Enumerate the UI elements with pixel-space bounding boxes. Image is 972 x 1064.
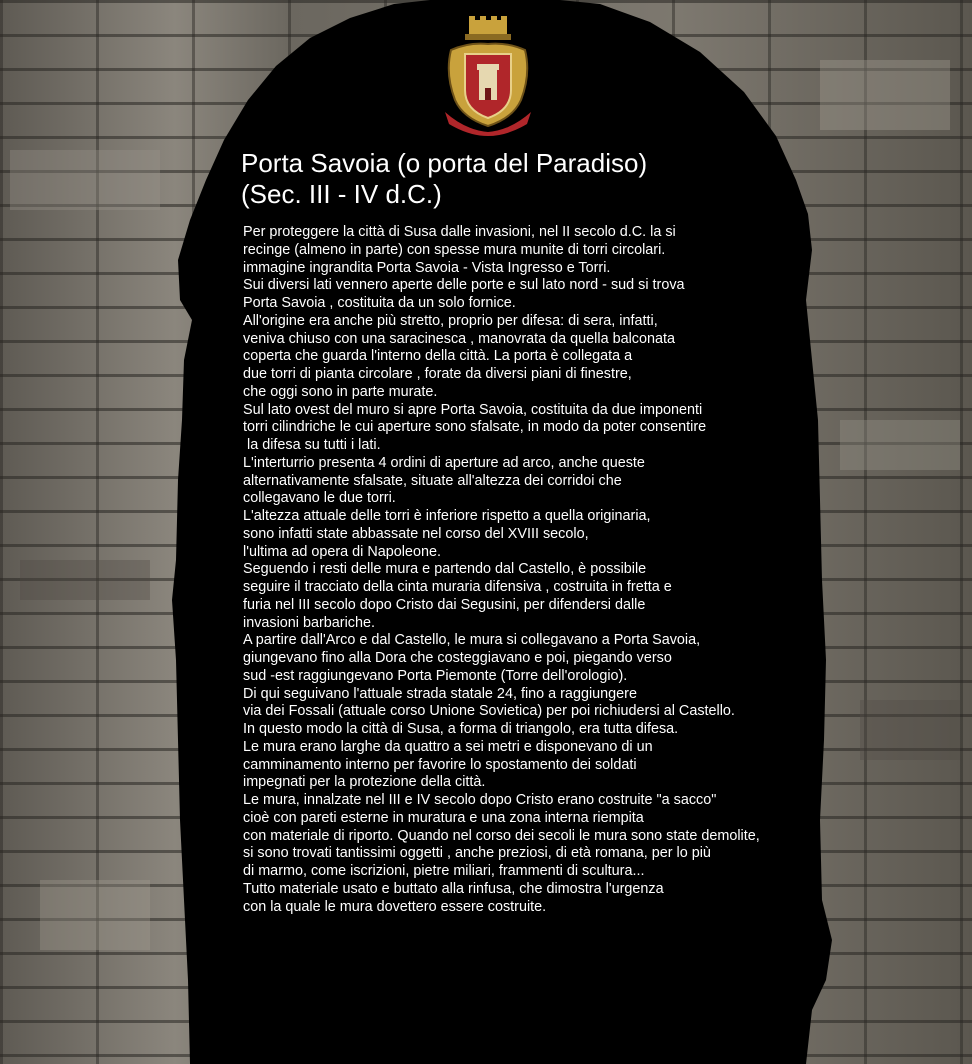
text-line: la difesa su tutti i lati. [243,437,381,453]
text-line: torri cilindriche le cui aperture sono sfalsate, in modo da poter consentire [243,419,707,436]
text-line: collegavano le due torri. [243,490,396,507]
text-line: immagine ingrandita Porta Savoia - Vista Ingresso e Torri. [243,259,611,276]
text-line: Per proteggere la città di Susa dalle invasioni, nel II secolo d.C. la si [243,224,676,240]
text-line: veniva chiuso con una saracinesca , manovrata da quella balconata [243,330,675,347]
text-line: furia nel III secolo dopo Cristo dai Segusini, per difendersi dalle [243,596,646,613]
text-line: camminamento interno per favorire lo spostamento dei soldati [243,756,637,773]
text-line: di marmo, come iscrizioni, pietre miliari, frammenti di scultura... [243,863,645,879]
text-line: In questo modo la città di Susa, a forma di triangolo, era tutta difesa. [243,721,679,737]
text-line: L'interturrio presenta 4 ordini di aperture ad arco, anche queste [243,454,645,471]
text-line: con materiale di riporto. Quando nel corso dei secoli le mura sono state demolite, [243,827,760,844]
text-line: sud -est raggiungevano Porta Piemonte (Torre dell'orologio). [243,667,628,684]
history-text [243,224,833,916]
coat-of-arms-icon [441,14,535,136]
text-line: due torri di pianta circolare , forate da diversi piani di finestre, [243,366,632,382]
title-line-2: (Sec. III - IV d.C.) [241,179,442,209]
title-line-1: Porta Savoia (o porta del Paradiso) [241,148,648,178]
text-line: recinge (almeno in parte) con spesse mura munite di torri circolari. [243,241,666,258]
text-line: coperta che guarda l'interno della città. La porta è collegata a [243,348,633,365]
text-line: con la quale le mura dovettero essere costruite. [243,898,547,915]
text-line: che oggi sono in parte murate. [243,383,438,400]
text-line: si sono trovati tantissimi oggetti , anche preziosi, di età romana, per lo più [243,845,711,862]
text-line: seguire il tracciato della cinta muraria difensiva , costruita in fretta e [243,579,672,595]
text-line: Sul lato ovest del muro si apre Porta Savoia, costituita da due imponenti [243,401,703,418]
text-line: Tutto materiale usato e buttato alla rinfusa, che dimostra l'urgenza [243,880,664,897]
text-line: All'origine era anche più stretto, proprio per difesa: di sera, infatti, [243,312,658,329]
text-line: l'ultima ad opera di Napoleone. [243,543,441,560]
text-line: invasioni barbariche. [243,614,375,631]
text-line: via dei Fossali (attuale corso Unione Sovietica) per poi richiudersi al Castello. [243,703,735,720]
text-line: impegnati per la protezione della città. [243,774,486,791]
text-line: L'altezza attuale delle torri è inferiore rispetto a quella originaria, [243,508,651,524]
page-title [241,148,761,210]
text-line: cioè con pareti esterne in muratura e una zona interna riempita [243,809,644,826]
text-line: giungevano fino alla Dora che costeggiavano e poi, piegando verso [243,650,672,666]
text-line: Di qui seguivano l'attuale strada statale 24, fino a raggiungere [243,685,637,702]
text-line: Le mura, innalzate nel III e IV secolo dopo Cristo erano costruite "a sacco" [243,792,717,808]
text-line: Seguendo i resti delle mura e partendo dal Castello, è possibile [243,561,647,578]
text-line: Porta Savoia , costituita da un solo fornice. [243,295,516,311]
text-line: sono infatti state abbassate nel corso del XVIII secolo, [243,525,589,542]
text-line: Le mura erano larghe da quattro a sei metri e disponevano di un [243,738,653,755]
text-line: alternativamente sfalsate, situate all'altezza dei corridoi che [243,472,622,489]
text-line: A partire dall'Arco e dal Castello, le mura si collegavano a Porta Savoia, [243,632,701,649]
text-line: Sui diversi lati vennero aperte delle porte e sul lato nord - sud si trova [243,277,685,294]
